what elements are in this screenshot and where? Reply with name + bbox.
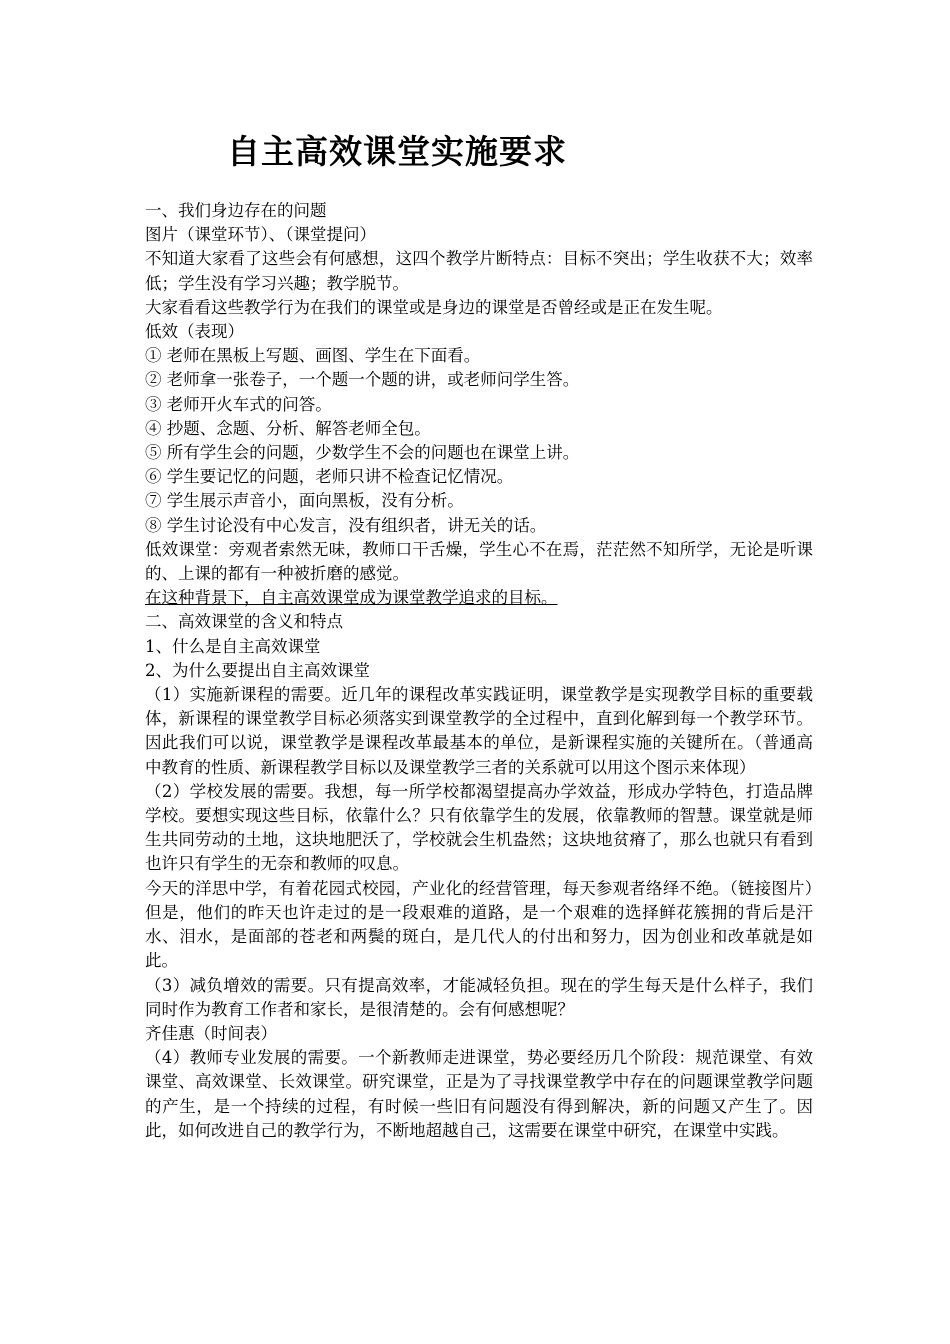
paragraph: 大家看看这些教学行为在我们的课堂或是身边的课堂是否曾经或是正在发生呢。 — [145, 297, 723, 317]
paragraph: （4）教师专业发展的需要。一个新教师走进课堂，势必要经历几个阶段：规范课堂、有效课堂、高效课堂、长效课堂。研究课堂，正是为了寻找课堂教学中存在的问题课堂教学问题的产生，是一个持续的过程，有时候一些旧有问题没有得到解决，新的问题又产生了。因此，如何改进自己的教学行为，不断地超越自己，这需要在课堂中研究，在课堂中实践。 — [145, 1048, 813, 1140]
paragraph: 低效（表现） — [145, 322, 244, 342]
paragraph: 今天的洋思中学，有着花园式校园，产业化的经营管理，每天参观者络绎不绝。（链接图片）但是，他们的昨天也许走过的是一段艰难的道路，是一个艰难的选择鲜花簇拥的背后是汗水、泪水，是面部的苍老和两鬓的斑白，是几代人的付出和努力，因为创业和改革就是如此。 — [145, 878, 813, 971]
list-item: ⑦ 学生展示声音小，面向黑板，没有分析。 — [145, 491, 464, 511]
subheading: 1、什么是自主高效课堂 — [145, 636, 321, 656]
document-title: 自主高效课堂实施要求 — [227, 132, 567, 171]
section-heading-2: 二、高效课堂的含义和特点 — [145, 612, 343, 632]
paragraph: 图片（课堂环节）、（课堂提问） — [145, 225, 376, 245]
list-item: ③ 老师开火车式的问答。 — [145, 394, 332, 414]
paragraph: （1）实施新课程的需要。近几年的课程改革实践证明，课堂教学是实现教学目标的重要载体，新课程的课堂教学目标必须落实到课堂教学的全过程中，直到化解到每一个教学环节。因此我们可以说，课堂教学是课程改革最基本的单位，是新课程实施的关键所在。（普通高中教育的性质、新课程教学目标以及课堂教学三者的关系就可以用这个图示来体现） — [145, 685, 813, 777]
list-item: ④ 抄题、念题、分析、解答老师全包。 — [145, 418, 431, 438]
document-body — [145, 199, 813, 1143]
list-item: ② 老师拿一张卷子，一个题一个题的讲，或老师问学生答。 — [145, 370, 580, 390]
paragraph: 低效课堂：旁观者索然无味，教师口干舌燥，学生心不在焉，茫茫然不知所学，无论是听课的、上课的都有一种被折磨的感觉。 — [145, 539, 813, 584]
paragraph: （3）减负增效的需要。只有提高效率，才能减轻负担。现在的学生每天是什么样子，我们同时作为教育工作者和家长，是很清楚的。会有何感想呢？ — [145, 975, 813, 1019]
list-item: ⑧ 学生讨论没有中心发言，没有组织者，讲无关的话。 — [145, 515, 547, 535]
underlined-paragraph: 在这种背景下，自主高效课堂成为课堂教学追求的目标。 — [145, 588, 558, 608]
list-item: ⑥ 学生要记忆的问题，老师只讲不检查记忆情况。 — [145, 467, 514, 487]
paragraph: 齐佳惠（时间表） — [145, 1023, 277, 1043]
list-item: ① 老师在黑板上写题、画图、学生在下面看。 — [145, 346, 481, 366]
paragraph: 不知道大家看了这些会有何感想，这四个教学片断特点：目标不突出；学生收获不大；效率低；学生没有学习兴趣；教学脱节。 — [145, 249, 813, 293]
section-heading-1: 一、我们身边存在的问题 — [145, 201, 327, 220]
list-item: ⑤ 所有学生会的问题，少数学生不会的问题也在课堂上讲。 — [145, 443, 580, 463]
paragraph: （2）学校发展的需要。我想，每一所学校都渴望提高办学效益，形成办学特色，打造品牌学校。要想实现这些目标，依靠什么？只有依靠学生的发展，依靠教师的智慧。课堂就是师生共同劳动的土地，这块地肥沃了，学校就会生机盎然；这块地贫瘠了，那么也就只有看到也许只有学生的无奈和教师的叹息。 — [145, 781, 813, 874]
subheading: 2、为什么要提出自主高效课堂 — [145, 660, 370, 680]
